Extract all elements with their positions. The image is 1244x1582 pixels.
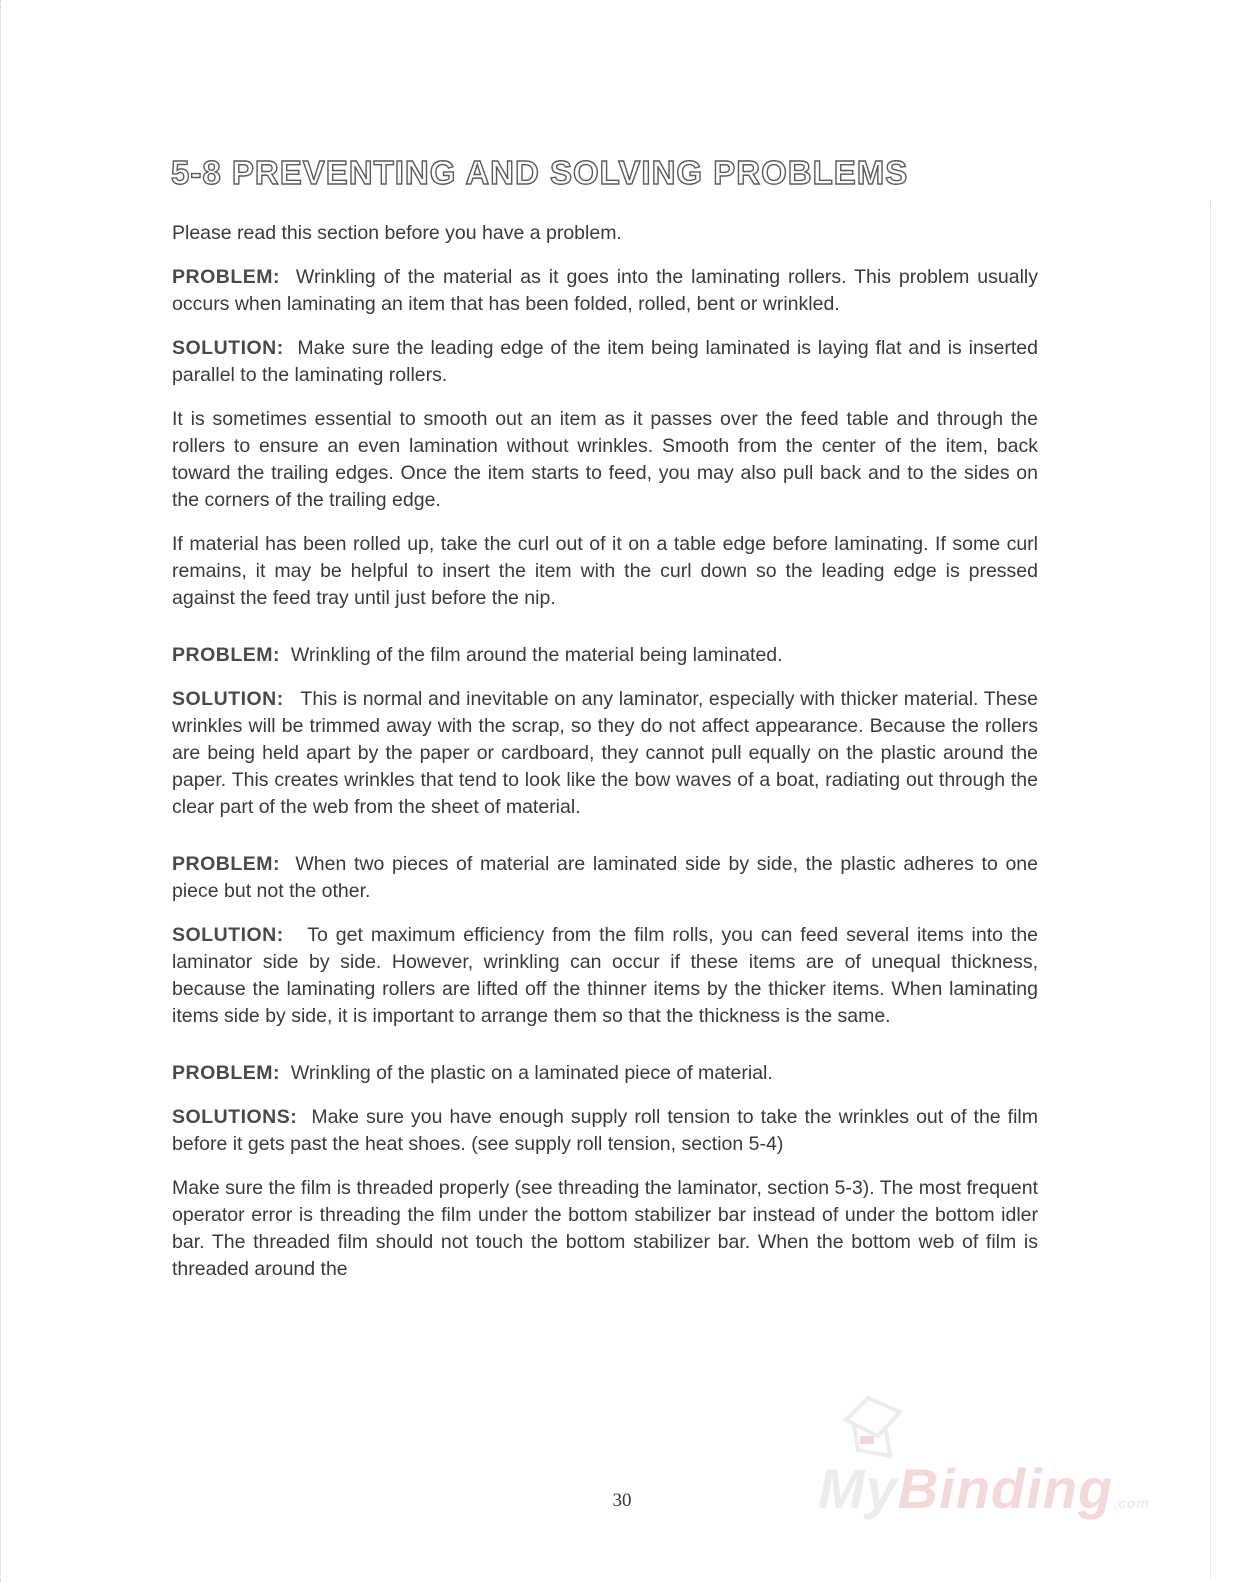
paragraph-text: Make sure the film is threaded properly (see threading the laminator, section 5-3). The most frequent operator error is threading the film under the bottom stabilizer bar instead of under the bottom idler bar. The threaded film should not touch the bottom stabilizer bar. When the bottom web of film is threaded around the (172, 1177, 1038, 1280)
solution-detail-paragraph-2 (172, 531, 1038, 612)
watermark-part2: Binding (897, 1457, 1114, 1520)
solution-paragraph-2 (172, 686, 1038, 821)
paragraph-text: Wrinkling of the material as it goes into the laminating rollers. This problem usually occurs when laminating an item that has been folded, rolled, bent or wrinkled. (172, 266, 1038, 315)
problem-paragraph-4 (172, 1060, 1038, 1087)
watermark-part1: My (818, 1457, 898, 1520)
scan-edge-left (0, 0, 3, 1582)
problem-paragraph-2 (172, 642, 1038, 669)
problem-label: PROBLEM: (172, 266, 280, 288)
paragraph-text: Make sure you have enough supply roll tension to take the wrinkles out of the film before it gets past the heat shoes. (see supply roll tension, section 5-4) (172, 1106, 1038, 1155)
solutions-detail-paragraph (172, 1175, 1038, 1283)
solution-label: SOLUTION: (172, 688, 284, 710)
paragraph-text: Wrinkling of the film around the material being laminated. (290, 644, 783, 666)
solutions-paragraph-4 (172, 1104, 1038, 1158)
watermark-suffix: .com (1113, 1495, 1150, 1511)
solution-label: SOLUTION: (172, 924, 284, 946)
section-body (172, 220, 1038, 1283)
problem-label: PROBLEM: (172, 853, 280, 875)
problem-label: PROBLEM: (172, 1062, 280, 1084)
paragraph-text: This is normal and inevitable on any laminator, especially with thicker material. These wrinkles will be trimmed away with the scrap, so they do not affect appearance. Because the rollers are being held apart by the paper or cardboard, they cannot pull equally on the plastic around the paper. This creates wrinkles that tend to look like the bow waves of a boat, radiating out through the clear part of the web from the sheet of material. (172, 688, 1038, 818)
problem-paragraph-1 (172, 264, 1038, 318)
solution-label: SOLUTION: (172, 337, 284, 359)
solutions-label: SOLUTIONS: (172, 1106, 298, 1128)
paragraph-text: If material has been rolled up, take the curl out of it on a table edge before laminating. If some curl remains, it may be helpful to insert the item with the curl down so the leading edge is pressed against the feed tray until just before the nip. (172, 533, 1038, 609)
paragraph-text: Make sure the leading edge of the item being laminated is laying flat and is inserted parallel to the laminating rollers. (172, 337, 1038, 386)
paragraph-text: When two pieces of material are laminated side by side, the plastic adheres to one piece but not the other. (172, 853, 1038, 902)
paragraph-text: Please read this section before you have a problem. (172, 222, 622, 244)
paragraph-text: Wrinkling of the plastic on a laminated piece of material. (290, 1062, 773, 1084)
page-number: 30 (612, 1490, 632, 1511)
solution-detail-paragraph-1 (172, 406, 1038, 514)
problem-label: PROBLEM: (172, 644, 280, 666)
problem-paragraph-3 (172, 851, 1038, 905)
printer-icon (828, 1390, 918, 1460)
scan-edge-right (1210, 200, 1212, 1580)
intro-paragraph (172, 220, 1038, 247)
section-heading: 5-8 PREVENTING AND SOLVING PROBLEMS (171, 154, 909, 191)
paragraph-text: To get maximum efficiency from the film rolls, you can feed several items into the laminator side by side. However, wrinkling can occur if these items are of unequal thickness, because the laminating rollers are lifted off the thinner items by the thicker items. When laminating items side by side, it is important to arrange them so that the thickness is the same. (172, 924, 1039, 1027)
solution-paragraph-3 (172, 922, 1038, 1030)
solution-paragraph-1 (172, 335, 1038, 389)
paragraph-text: It is sometimes essential to smooth out an item as it passes over the feed table and through the rollers to ensure an even lamination without wrinkles. Smooth from the center of the item, back toward the trailing edges. Once the item starts to feed, you may also pull back and to the sides on the corners of the trailing edge. (172, 408, 1038, 511)
